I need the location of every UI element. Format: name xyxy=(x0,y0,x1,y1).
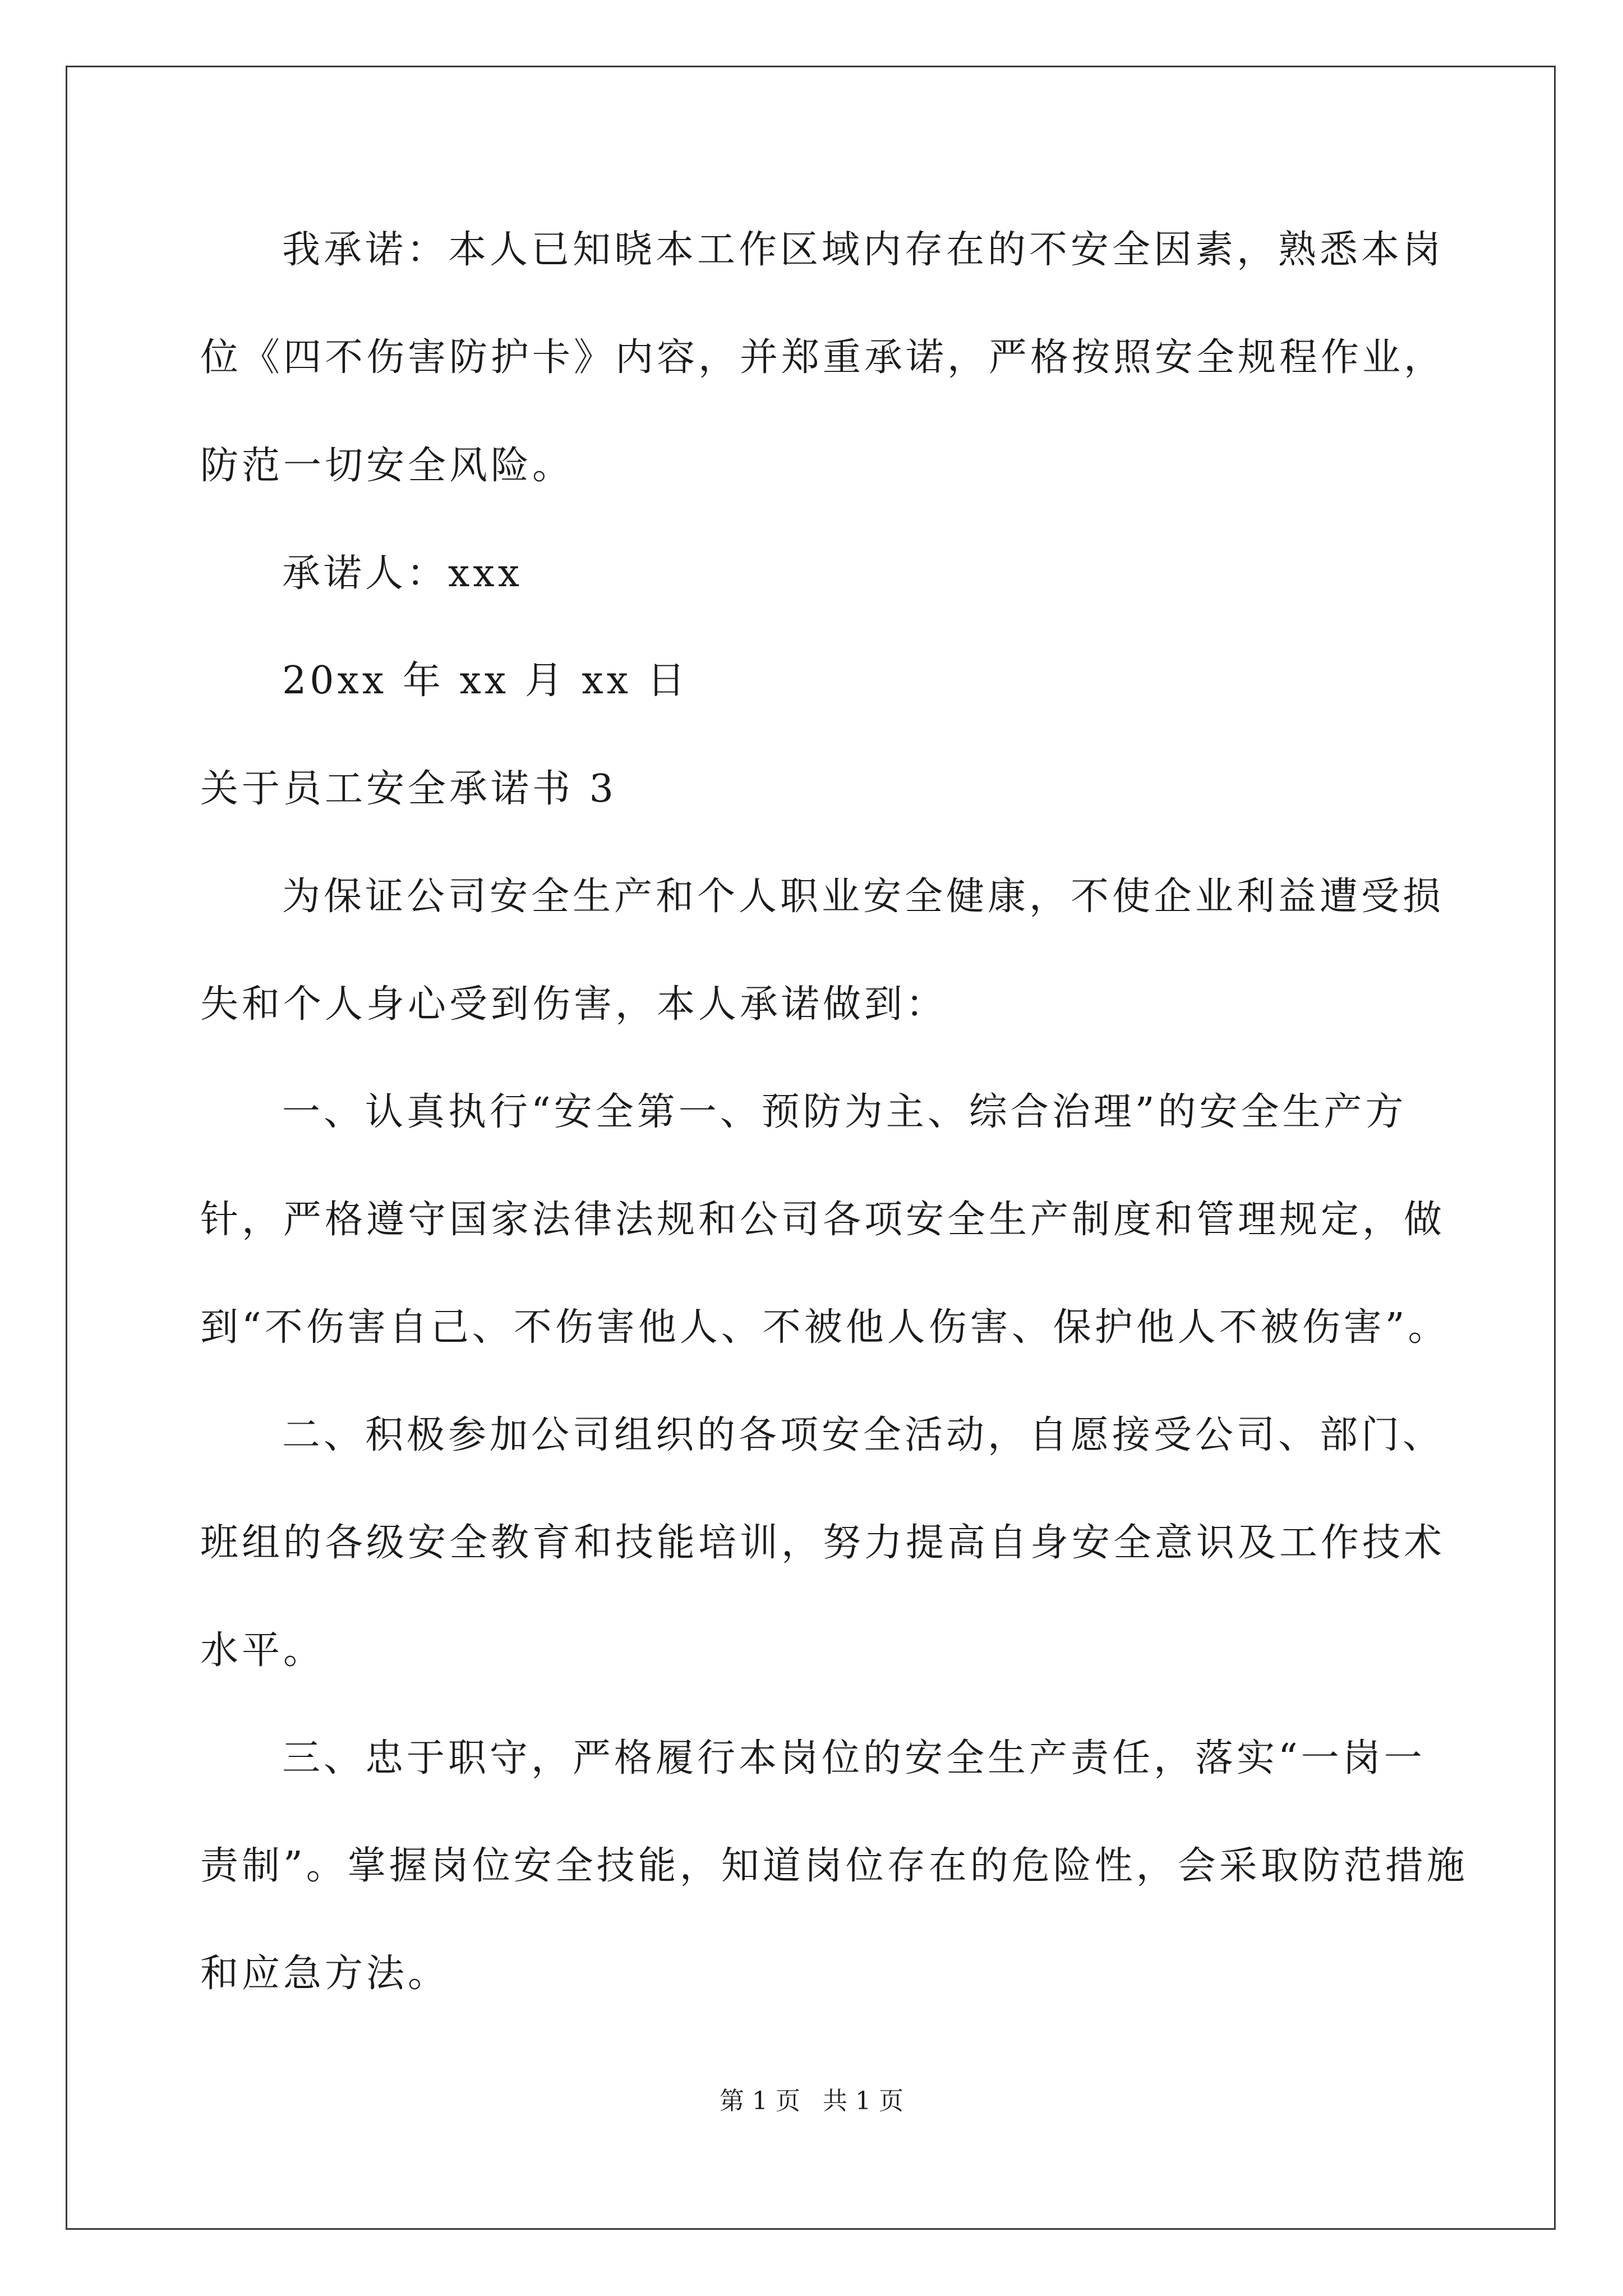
text-line: 失和个人身心受到伤害，本人承诺做到： xyxy=(200,982,948,1027)
page-border xyxy=(66,66,1556,2230)
text-line: 三、忠于职守，严格履行本岗位的安全生产责任，落实“一岗一 xyxy=(282,1736,1426,1780)
text-line: 位《四不伤害防护卡》内容，并郑重承诺，严格按照安全规程作业， xyxy=(200,335,1446,380)
text-line: 到“不伤害自己、不伤害他人、不被他人伤害、保护他人不被伤害”。 xyxy=(200,1305,1450,1350)
text-line: 一、认真执行“安全第一、预防为主、综合治理”的安全生产方 xyxy=(282,1090,1407,1134)
text-line: 20xx 年 xx 月 xx 日 xyxy=(282,659,689,703)
text-line: 水平。 xyxy=(200,1628,325,1673)
section-title: 关于员工安全承诺书 3 xyxy=(200,767,617,811)
text-line: 针，严格遵守国家法律法规和公司各项安全生产制度和管理规定，做 xyxy=(200,1198,1446,1242)
text-line: 班组的各级安全教育和技能培训，努力提高自身安全意识及工作技术 xyxy=(200,1521,1446,1565)
text-line: 为保证公司安全生产和个人职业安全健康，不使企业利益遭受损 xyxy=(282,875,1445,919)
page-number: 第 1 页 xyxy=(720,2087,800,2115)
text-line: 二、积极参加公司组织的各项安全活动，自愿接受公司、部门、 xyxy=(282,1413,1445,1457)
text-line: 责制”。掌握岗位安全技能，知道岗位存在的危险性，会采取防范措施 xyxy=(200,1844,1468,1888)
text-line: 承诺人：xxx xyxy=(282,551,523,596)
text-line: 和应急方法。 xyxy=(200,1952,450,1996)
text-line: 我承诺：本人已知晓本工作区域内存在的不安全因素，熟悉本岗 xyxy=(282,228,1445,272)
page-footer xyxy=(0,2086,1623,2117)
page-total: 共 1 页 xyxy=(823,2087,903,2115)
text-line: 防范一切安全风险。 xyxy=(200,444,574,488)
